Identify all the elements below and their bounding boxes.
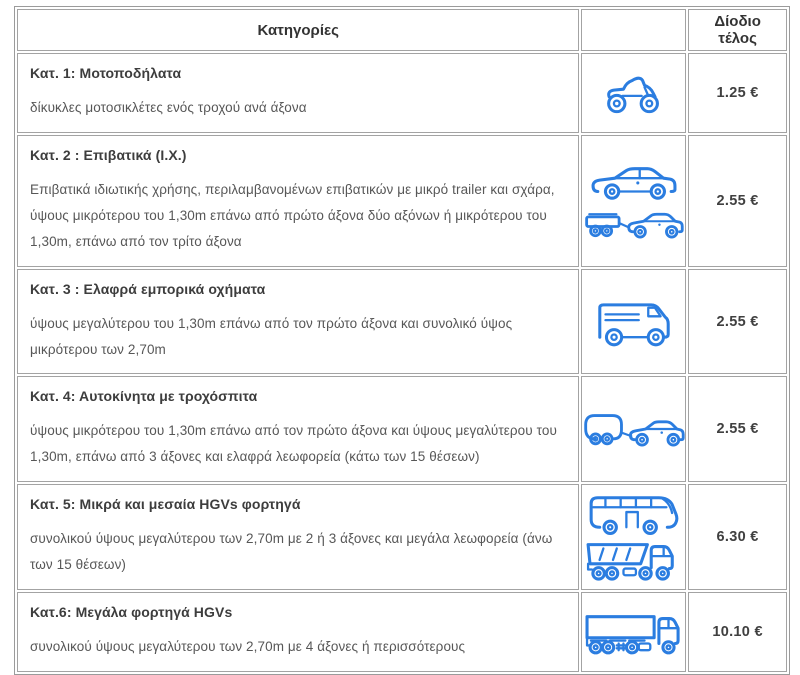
category-description: Επιβατικά ιδιωτικής χρήσης, περιλαμβανομένων επιβατικών με μικρό trailer και σχάρα, ύψους μικρότερου του 1,30m επάνω από πρώτο άξονα δύο αξόνων ή μικρότερου του 1,30m, επάνω από τον τρίτο άξονα	[30, 181, 555, 249]
table-row	[17, 592, 787, 672]
category-title: Κατ.6: Μεγάλα φορτηγά HGVs	[30, 604, 233, 621]
van-icon	[596, 296, 672, 348]
toll-fee: 10.10 €	[688, 592, 787, 672]
toll-fee: 6.30 €	[688, 484, 787, 590]
car-with-caravan-icon	[583, 408, 685, 450]
car-with-trailer-icon	[584, 206, 684, 240]
table-row	[17, 376, 787, 482]
fee-column-header: Δίοδιο τέλος	[688, 9, 787, 51]
car-icon	[589, 162, 679, 202]
categories-column-header: Κατηγορίες	[17, 9, 579, 51]
category-description: συνολικού ύψους μεγαλύτερου των 2,70m με 4 άξονες ή περισσότερους	[30, 639, 466, 655]
category-title: Κατ. 1: Μοτοποδήλατα	[30, 65, 182, 81]
coach-bus-icon	[588, 493, 680, 533]
category-title: Κατ. 5: Μικρά και μεσαία HGVs φορτηγά	[30, 496, 301, 513]
category-description: συνολικού ύψους μεγαλύτερου των 2,70m με 2 ή 3 άξονες και μεγάλα λεωφορεία (άνω των 15 θέσεων)	[30, 531, 553, 573]
dump-truck-icon	[584, 537, 684, 581]
icon-column-header	[581, 9, 686, 51]
category-title: Κατ. 4: Αυτοκίνητα με τροχόσπιτα	[30, 388, 258, 405]
category-description: ύψους μεγαλύτερου του 1,30m επάνω από τον πρώτο άξονα και συνολικό ύψος μικρότερου των 2,70m	[30, 315, 513, 357]
toll-fee: 2.55 €	[688, 135, 787, 267]
category-title: Κατ. 2 : Επιβατικά (Ι.Χ.)	[30, 146, 187, 163]
toll-categories-table	[14, 6, 790, 675]
toll-fee: 2.55 €	[688, 269, 787, 375]
table-row	[17, 484, 787, 590]
table-row	[17, 269, 787, 375]
table-row	[17, 53, 787, 133]
table-row	[17, 135, 787, 267]
table-header-row	[17, 9, 787, 51]
category-description: ύψους μικρότερου του 1,30m επάνω από τον πρώτο άξονα και ύψους μεγαλύτερου του 1,30m, επάνω από 3 άξονες και ελαφρά λεωφορεία (κάτω των 15 θέσεων)	[30, 423, 557, 465]
category-title: Κατ. 3 : Ελαφρά εμπορικά οχήματα	[30, 280, 266, 297]
toll-fee: 2.55 €	[688, 376, 787, 482]
toll-fee: 1.25 €	[688, 53, 787, 133]
motorcycle-icon	[605, 71, 663, 115]
category-description: δίκυκλες μοτοσικλέτες ενός τροχού ανά άξονα	[30, 100, 307, 115]
semi-truck-icon	[584, 609, 684, 655]
